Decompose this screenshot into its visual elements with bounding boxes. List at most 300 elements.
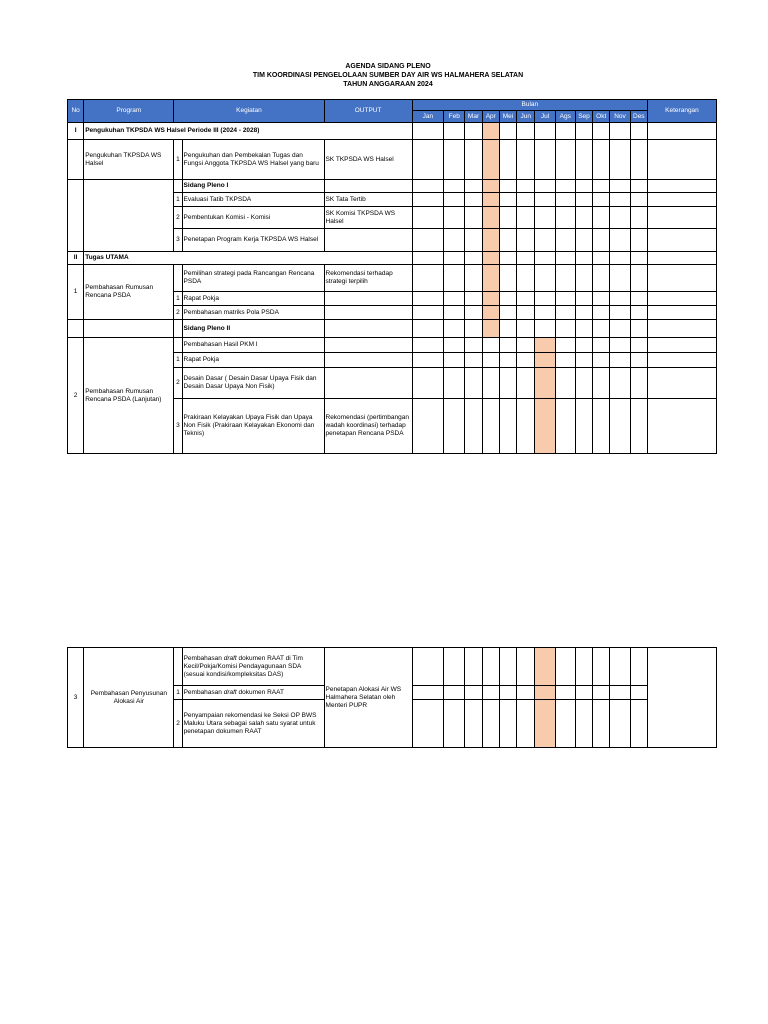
section3-item1-text-a: Pembahasan (183, 654, 224, 662)
pleno1-month-cell-1 (444, 180, 465, 193)
section1-head-month-cell-4 (499, 123, 516, 140)
section3-row-2-month-cell-9 (593, 700, 610, 748)
prog2-item-2-month-cell-7 (555, 368, 575, 399)
sidang-pleno-1: Sidang Pleno I (182, 180, 324, 193)
prog2-item-no: 3 (174, 399, 182, 454)
agenda-table-continued (67, 647, 717, 748)
prog2-item-1-month-cell-6 (535, 353, 555, 368)
pleno2-month-cell-1 (444, 320, 465, 338)
section3-row-1-month-cell-3 (482, 686, 499, 700)
pleno1-month-cell-8 (575, 180, 592, 193)
section1-head-month-cell-5 (517, 123, 535, 140)
pleno1-item-1-month-cell-10 (610, 207, 630, 229)
prog1-item-text: Pembahasan matriks Pola PSDA (182, 306, 324, 320)
prog1-item-output: Rekomendasi terhadap strategi terpilih (324, 265, 412, 292)
pleno1-item-0-month-cell-6 (535, 193, 555, 207)
prog1-item-0-month-cell-9 (593, 265, 610, 292)
section1-head-month-cell-9 (593, 123, 610, 140)
prog1-item-2-month-cell-5 (517, 306, 535, 320)
section2-head-month-cell-3 (482, 252, 499, 265)
month-header-4: Mei (499, 111, 516, 123)
section1-item-month-cell-10 (610, 140, 630, 180)
prog2-item-2-month-cell-3 (482, 368, 499, 399)
prog2-item-1-month-cell-8 (575, 353, 592, 368)
prog1-item-no: 2 (174, 306, 182, 320)
pleno1-item-2-month-cell-7 (555, 229, 575, 252)
prog2-item-no: 1 (174, 353, 182, 368)
section3-row-2-month-cell-10 (610, 700, 630, 748)
pleno1-month-cell-3 (482, 180, 499, 193)
section3-row-1-month-cell-2 (465, 686, 482, 700)
keterangan-cell (647, 193, 716, 207)
section3-output: Penetapan Alokasi Air WS Halmahera Selatan oleh Menteri PUPR (324, 648, 412, 748)
section1-program: Pengukuhan TKPSDA WS Halsel (84, 140, 174, 180)
prog1-item-output (324, 292, 412, 306)
section1-head-month-cell-10 (610, 123, 630, 140)
prog1-item-0-month-cell-7 (555, 265, 575, 292)
prog2-item-3-month-cell-7 (555, 399, 575, 454)
prog1-item-0-month-cell-8 (575, 265, 592, 292)
month-header-8: Sep (575, 111, 592, 123)
prog1-item-2-month-cell-0 (412, 306, 443, 320)
agenda-table (67, 99, 717, 454)
section3-row-0-month-cell-3 (482, 648, 499, 686)
section3-row-1-month-cell-1 (444, 686, 465, 700)
section3-row-0-month-cell-10 (610, 648, 630, 686)
pleno1-item-1-month-cell-9 (593, 207, 610, 229)
prog2-item-3-month-cell-5 (517, 399, 535, 454)
section3-row-2-month-cell-8 (575, 700, 592, 748)
pleno1-item-1-month-cell-8 (575, 207, 592, 229)
pleno1-item-0-month-cell-10 (610, 193, 630, 207)
keterangan-cell (647, 338, 716, 353)
pleno2-month-cell-3 (482, 320, 499, 338)
keterangan-cell (647, 320, 716, 338)
pleno1-item-2-month-cell-5 (517, 229, 535, 252)
section2-head-month-cell-6 (535, 252, 555, 265)
section3-item1-text-c: dokumen RAAT di Tim Kecil/Pokja/Komisi Pendayagunaan SDA (sesuai kondisi/kompleksitas DAS) (183, 654, 303, 678)
prog1-item-1-month-cell-8 (575, 292, 592, 306)
keterangan-cell (647, 180, 716, 193)
pleno1-item-output: SK Tata Tertib (324, 193, 412, 207)
section2-head-month-cell-2 (465, 252, 482, 265)
section3-row-0-month-cell-0 (412, 648, 443, 686)
prog2-item-2-month-cell-10 (610, 368, 630, 399)
section3-row-1-month-cell-5 (517, 686, 535, 700)
section3-row-0-month-cell-5 (517, 648, 535, 686)
no-cell (174, 180, 182, 193)
prog2-item-3-month-cell-4 (499, 399, 516, 454)
pleno1-item-0-month-cell-3 (482, 193, 499, 207)
prog2-item-0-month-cell-8 (575, 338, 592, 353)
section3-row-2-month-cell-0 (412, 700, 443, 748)
section1-head-month-cell-1 (444, 123, 465, 140)
prog1-item-1-month-cell-6 (535, 292, 555, 306)
section3-row-0-month-cell-4 (499, 648, 516, 686)
section2-head-month-cell-8 (575, 252, 592, 265)
pleno1-item-0-month-cell-7 (555, 193, 575, 207)
prog1-item-2-month-cell-4 (499, 306, 516, 320)
prog2-item-0-month-cell-3 (482, 338, 499, 353)
section3-row-1-month-cell-8 (575, 686, 592, 700)
prog2-item-3-month-cell-10 (610, 399, 630, 454)
section1-item-month-cell-1 (444, 140, 465, 180)
prog1-item-1-month-cell-11 (630, 292, 647, 306)
section2-head-month-cell-11 (630, 252, 647, 265)
output-cell (324, 320, 412, 338)
month-header-11: Des (630, 111, 647, 123)
section2-head-month-cell-1 (444, 252, 465, 265)
pleno1-month-cell-10 (610, 180, 630, 193)
section2-no: II (68, 252, 84, 265)
prog2-output: Rekomendasi (pertimbangan wadah koordinasi) terhadap penetapan Rencana PSDA (324, 399, 412, 454)
prog2-item-3-month-cell-2 (465, 399, 482, 454)
prog2-item-0-month-cell-6 (535, 338, 555, 353)
section1-item-text: Pengukuhan dan Pembekalan Tugas dan Fungsi Anggota TKPSDA WS Halsel yang baru (182, 140, 324, 180)
prog2-item-1-month-cell-3 (482, 353, 499, 368)
section3-row-2-month-cell-3 (482, 700, 499, 748)
prog1-item-0-month-cell-1 (444, 265, 465, 292)
section1-head-month-cell-8 (575, 123, 592, 140)
section2-head-month-cell-9 (593, 252, 610, 265)
pleno1-item-text: Penetapan Program Kerja TKPSDA WS Halsel (182, 229, 324, 252)
prog1-item-0-month-cell-10 (610, 265, 630, 292)
prog1-item-1-month-cell-4 (499, 292, 516, 306)
month-header-2: Mar (465, 111, 482, 123)
prog2-item-3-month-cell-9 (593, 399, 610, 454)
section3-row-2-month-cell-7 (555, 700, 575, 748)
section2-head-month-cell-7 (555, 252, 575, 265)
prog2-item-3-month-cell-3 (482, 399, 499, 454)
pleno1-item-0-month-cell-0 (412, 193, 443, 207)
pleno1-item-1-month-cell-2 (465, 207, 482, 229)
month-header-3: Apr (482, 111, 499, 123)
section3-row-1-month-cell-7 (555, 686, 575, 700)
prog1-item-1-month-cell-7 (555, 292, 575, 306)
pleno1-item-no: 3 (174, 229, 182, 252)
pleno1-item-2-month-cell-6 (535, 229, 555, 252)
no-cell (68, 320, 84, 338)
section3-item1-no (174, 648, 182, 686)
prog1-item-2-month-cell-3 (482, 306, 499, 320)
section3-row-1-month-cell-4 (499, 686, 516, 700)
pleno1-item-text: Pembentukan Komisi - Komisi (182, 207, 324, 229)
prog2-item-3-month-cell-8 (575, 399, 592, 454)
prog2-item-2-month-cell-5 (517, 368, 535, 399)
section3-item2-text-a: Pembahasan (183, 688, 224, 696)
prog1-item-2-month-cell-10 (610, 306, 630, 320)
section1-head-month-cell-0 (412, 123, 443, 140)
pleno1-item-1-month-cell-1 (444, 207, 465, 229)
col-header-keterangan: Keterangan (647, 100, 716, 123)
prog2-item-2-month-cell-9 (593, 368, 610, 399)
prog2-item-text: Prakiraan Kelayakan Upaya Fisik dan Upaya Non Fisik (Prakiraan Kelayakan Ekonomi dan Teknis) (182, 399, 324, 454)
prog1-item-0-month-cell-0 (412, 265, 443, 292)
pleno1-item-1-month-cell-0 (412, 207, 443, 229)
prog2-item-no: 2 (174, 368, 182, 399)
sidang-pleno-2: Sidang Pleno II (182, 320, 324, 338)
prog2-item-text: Desain Dasar ( Desain Dasar Upaya Fisik dan Desain Dasar Upaya Non Fisik) (182, 368, 324, 399)
section3-row-2-month-cell-4 (499, 700, 516, 748)
section3-row-0-month-cell-11 (630, 648, 647, 686)
table-row (68, 338, 717, 353)
section3-item2-text-c: dokumen RAAT (236, 688, 284, 696)
section1-head-month-cell-6 (535, 123, 555, 140)
prog1-program: Pembahasan Rumusan Rencana PSDA (84, 265, 174, 320)
prog1-item-0-month-cell-11 (630, 265, 647, 292)
prog1-item-0-month-cell-5 (517, 265, 535, 292)
section3-item3-no: 2 (174, 700, 182, 748)
section1-item-month-cell-8 (575, 140, 592, 180)
month-header-6: Jul (535, 111, 555, 123)
pleno1-month-cell-9 (593, 180, 610, 193)
pleno1-item-2-month-cell-10 (610, 229, 630, 252)
section1-item-month-cell-0 (412, 140, 443, 180)
section1-item-month-cell-4 (499, 140, 516, 180)
section1-item-month-cell-9 (593, 140, 610, 180)
section3-row-1-month-cell-6 (535, 686, 555, 700)
pleno1-item-no: 2 (174, 207, 182, 229)
pleno1-item-output: SK Komisi TKPSDA WS Halsel (324, 207, 412, 229)
prog2-item-1-month-cell-4 (499, 353, 516, 368)
pleno1-item-0-month-cell-8 (575, 193, 592, 207)
prog2-item-3-month-cell-6 (535, 399, 555, 454)
no-cell (68, 180, 84, 252)
section1-no: I (68, 123, 84, 140)
output-cell (324, 338, 412, 353)
prog2-item-2-month-cell-1 (444, 368, 465, 399)
pleno1-month-cell-4 (499, 180, 516, 193)
section3-item3: Penyampaian rekomendasi ke Seksi OP BWS Maluku Utara sebagai salah satu syarat untuk penetapan dokumen RAAT (182, 700, 324, 748)
section2-head-month-cell-5 (517, 252, 535, 265)
prog2-program: Pembahasan Rumusan Rencana PSDA (Lanjutan) (84, 338, 174, 454)
keterangan-cell (647, 252, 716, 265)
prog1-item-2-month-cell-2 (465, 306, 482, 320)
prog1-item-0-month-cell-2 (465, 265, 482, 292)
prog1-item-2-month-cell-8 (575, 306, 592, 320)
prog2-item-0-month-cell-4 (499, 338, 516, 353)
section1-item-month-cell-7 (555, 140, 575, 180)
section1-title: Pengukuhan TKPSDA WS Halsel Periode III (2024 - 2028) (84, 123, 412, 140)
section3-row-2-month-cell-1 (444, 700, 465, 748)
prog1-item-2-month-cell-11 (630, 306, 647, 320)
title-line-2: TIM KOORDINASI PENGELOLAAN SUMBER DAY AIR WS HALMAHERA SELATAN (252, 72, 524, 79)
pleno1-item-text: Evaluasi Tatib TKPSDA (182, 193, 324, 207)
prog2-item-0-month-cell-0 (412, 338, 443, 353)
prog1-item-1-month-cell-9 (593, 292, 610, 306)
prog1-item-0-month-cell-3 (482, 265, 499, 292)
pleno1-item-0-month-cell-9 (593, 193, 610, 207)
title-line-3: TAHUN ANGGARAAN 2024 (343, 81, 433, 88)
pleno2-month-cell-4 (499, 320, 516, 338)
prog2-item-0-month-cell-10 (610, 338, 630, 353)
pleno2-month-cell-7 (555, 320, 575, 338)
section3-no: 3 (68, 648, 84, 748)
section3-item2-no: 1 (174, 686, 182, 700)
pleno1-item-1-month-cell-6 (535, 207, 555, 229)
prog1-item-1-month-cell-5 (517, 292, 535, 306)
section1-item-month-cell-6 (535, 140, 555, 180)
section3-item2 (182, 686, 324, 700)
prog2-item-1-month-cell-0 (412, 353, 443, 368)
pleno1-item-1-month-cell-11 (630, 207, 647, 229)
col-header-kegiatan: Kegiatan (174, 100, 324, 123)
pleno1-month-cell-5 (517, 180, 535, 193)
section3-row-1-month-cell-11 (630, 686, 647, 700)
table-row (68, 180, 717, 193)
table-row (68, 252, 717, 265)
table-row (68, 265, 717, 292)
pleno2-month-cell-6 (535, 320, 555, 338)
prog2-item-3-month-cell-1 (444, 399, 465, 454)
output-cell (324, 353, 412, 368)
prog1-item-2-month-cell-6 (535, 306, 555, 320)
pleno1-item-0-month-cell-5 (517, 193, 535, 207)
table-row (68, 140, 717, 180)
pleno1-item-1-month-cell-5 (517, 207, 535, 229)
program-cell (84, 180, 174, 252)
section2-title: Tugas UTAMA (84, 252, 412, 265)
pleno1-item-0-month-cell-11 (630, 193, 647, 207)
col-header-bulan: Bulan (412, 100, 647, 111)
pleno1-month-cell-11 (630, 180, 647, 193)
prog1-item-2-month-cell-7 (555, 306, 575, 320)
document-title-block (68, 62, 708, 89)
pleno1-month-cell-6 (535, 180, 555, 193)
section2-head-month-cell-10 (610, 252, 630, 265)
month-header-1: Feb (444, 111, 465, 123)
prog2-item-2-month-cell-6 (535, 368, 555, 399)
keterangan-cell (647, 292, 716, 306)
output-cell (324, 180, 412, 193)
prog1-item-no (174, 265, 182, 292)
prog1-item-1-month-cell-0 (412, 292, 443, 306)
pleno2-month-cell-8 (575, 320, 592, 338)
pleno1-item-0-month-cell-4 (499, 193, 516, 207)
output-cell (324, 368, 412, 399)
keterangan-cell (647, 399, 716, 454)
pleno1-item-2-month-cell-0 (412, 229, 443, 252)
section3-keterangan (647, 648, 716, 748)
prog2-item-0-month-cell-7 (555, 338, 575, 353)
prog1-item-text: Pemilihan strategi pada Rancangan Rencana PSDA (182, 265, 324, 292)
prog2-item-2-month-cell-8 (575, 368, 592, 399)
pleno1-month-cell-7 (555, 180, 575, 193)
prog2-item-3-month-cell-0 (412, 399, 443, 454)
pleno2-month-cell-2 (465, 320, 482, 338)
prog1-item-2-month-cell-9 (593, 306, 610, 320)
keterangan-cell (647, 306, 716, 320)
prog1-item-0-month-cell-6 (535, 265, 555, 292)
table-row (68, 123, 717, 140)
month-header-7: Ags (555, 111, 575, 123)
prog2-item-no (174, 338, 182, 353)
prog2-item-1-month-cell-7 (555, 353, 575, 368)
section3-item2-text-b: draft (223, 688, 237, 696)
section3-row-0-month-cell-1 (444, 648, 465, 686)
section3-item1 (182, 648, 324, 686)
keterangan-cell (647, 123, 716, 140)
month-header-0: Jan (412, 111, 443, 123)
title-line-1: AGENDA SIDANG PLENO (345, 63, 431, 70)
pleno2-month-cell-11 (630, 320, 647, 338)
section3-row-0-month-cell-9 (593, 648, 610, 686)
pleno1-item-2-month-cell-3 (482, 229, 499, 252)
pleno1-item-2-month-cell-2 (465, 229, 482, 252)
pleno1-month-cell-0 (412, 180, 443, 193)
pleno1-item-2-month-cell-8 (575, 229, 592, 252)
prog2-item-1-month-cell-5 (517, 353, 535, 368)
pleno1-item-1-month-cell-4 (499, 207, 516, 229)
pleno2-month-cell-0 (412, 320, 443, 338)
prog1-item-no: 1 (174, 292, 182, 306)
section3-program: Pembahasan Penyusunan Alokasi Air (84, 648, 174, 748)
prog2-item-1-month-cell-11 (630, 353, 647, 368)
section3-row-1-month-cell-10 (610, 686, 630, 700)
prog2-item-0-month-cell-2 (465, 338, 482, 353)
pleno1-item-2-month-cell-1 (444, 229, 465, 252)
section3-row-1-month-cell-0 (412, 686, 443, 700)
section1-item-month-cell-2 (465, 140, 482, 180)
prog2-item-1-month-cell-9 (593, 353, 610, 368)
prog2-item-2-month-cell-4 (499, 368, 516, 399)
pleno1-item-2-month-cell-9 (593, 229, 610, 252)
section3-row-0-month-cell-6 (535, 648, 555, 686)
section1-item-output: SK TKPSDA WS Halsel (324, 140, 412, 180)
prog2-item-0-month-cell-1 (444, 338, 465, 353)
keterangan-cell (647, 207, 716, 229)
section3-row-2-month-cell-6 (535, 700, 555, 748)
section3-row-0-month-cell-8 (575, 648, 592, 686)
month-header-9: Okt (593, 111, 610, 123)
prog2-item-text: Rapat Pokja (182, 353, 324, 368)
table-row (68, 320, 717, 338)
section3-row-2-month-cell-11 (630, 700, 647, 748)
prog2-item-0-month-cell-9 (593, 338, 610, 353)
prog2-item-3-month-cell-11 (630, 399, 647, 454)
section1-item-month-cell-5 (517, 140, 535, 180)
section2-head-month-cell-0 (412, 252, 443, 265)
prog2-item-1-month-cell-2 (465, 353, 482, 368)
prog1-item-text: Rapat Pokja (182, 292, 324, 306)
no-cell (68, 140, 84, 180)
pleno1-item-1-month-cell-3 (482, 207, 499, 229)
prog1-item-2-month-cell-1 (444, 306, 465, 320)
pleno1-item-2-month-cell-4 (499, 229, 516, 252)
section3-row-0-month-cell-2 (465, 648, 482, 686)
prog1-item-0-month-cell-4 (499, 265, 516, 292)
keterangan-cell (647, 353, 716, 368)
section1-head-month-cell-7 (555, 123, 575, 140)
no-cell (174, 320, 182, 338)
prog1-item-output (324, 306, 412, 320)
pleno1-item-0-month-cell-1 (444, 193, 465, 207)
prog1-no: 1 (68, 265, 84, 320)
prog2-item-1-month-cell-1 (444, 353, 465, 368)
section1-item-month-cell-3 (482, 140, 499, 180)
section2-head-month-cell-4 (499, 252, 516, 265)
prog2-item-0-month-cell-5 (517, 338, 535, 353)
prog2-item-text: Pembahasan Hasil PKM I (182, 338, 324, 353)
section3-row-2-month-cell-2 (465, 700, 482, 748)
section3-row-2-month-cell-5 (517, 700, 535, 748)
prog2-item-0-month-cell-11 (630, 338, 647, 353)
section1-head-month-cell-11 (630, 123, 647, 140)
prog1-item-1-month-cell-3 (482, 292, 499, 306)
prog2-no: 2 (68, 338, 84, 454)
month-header-5: Jun (517, 111, 535, 123)
keterangan-cell (647, 265, 716, 292)
